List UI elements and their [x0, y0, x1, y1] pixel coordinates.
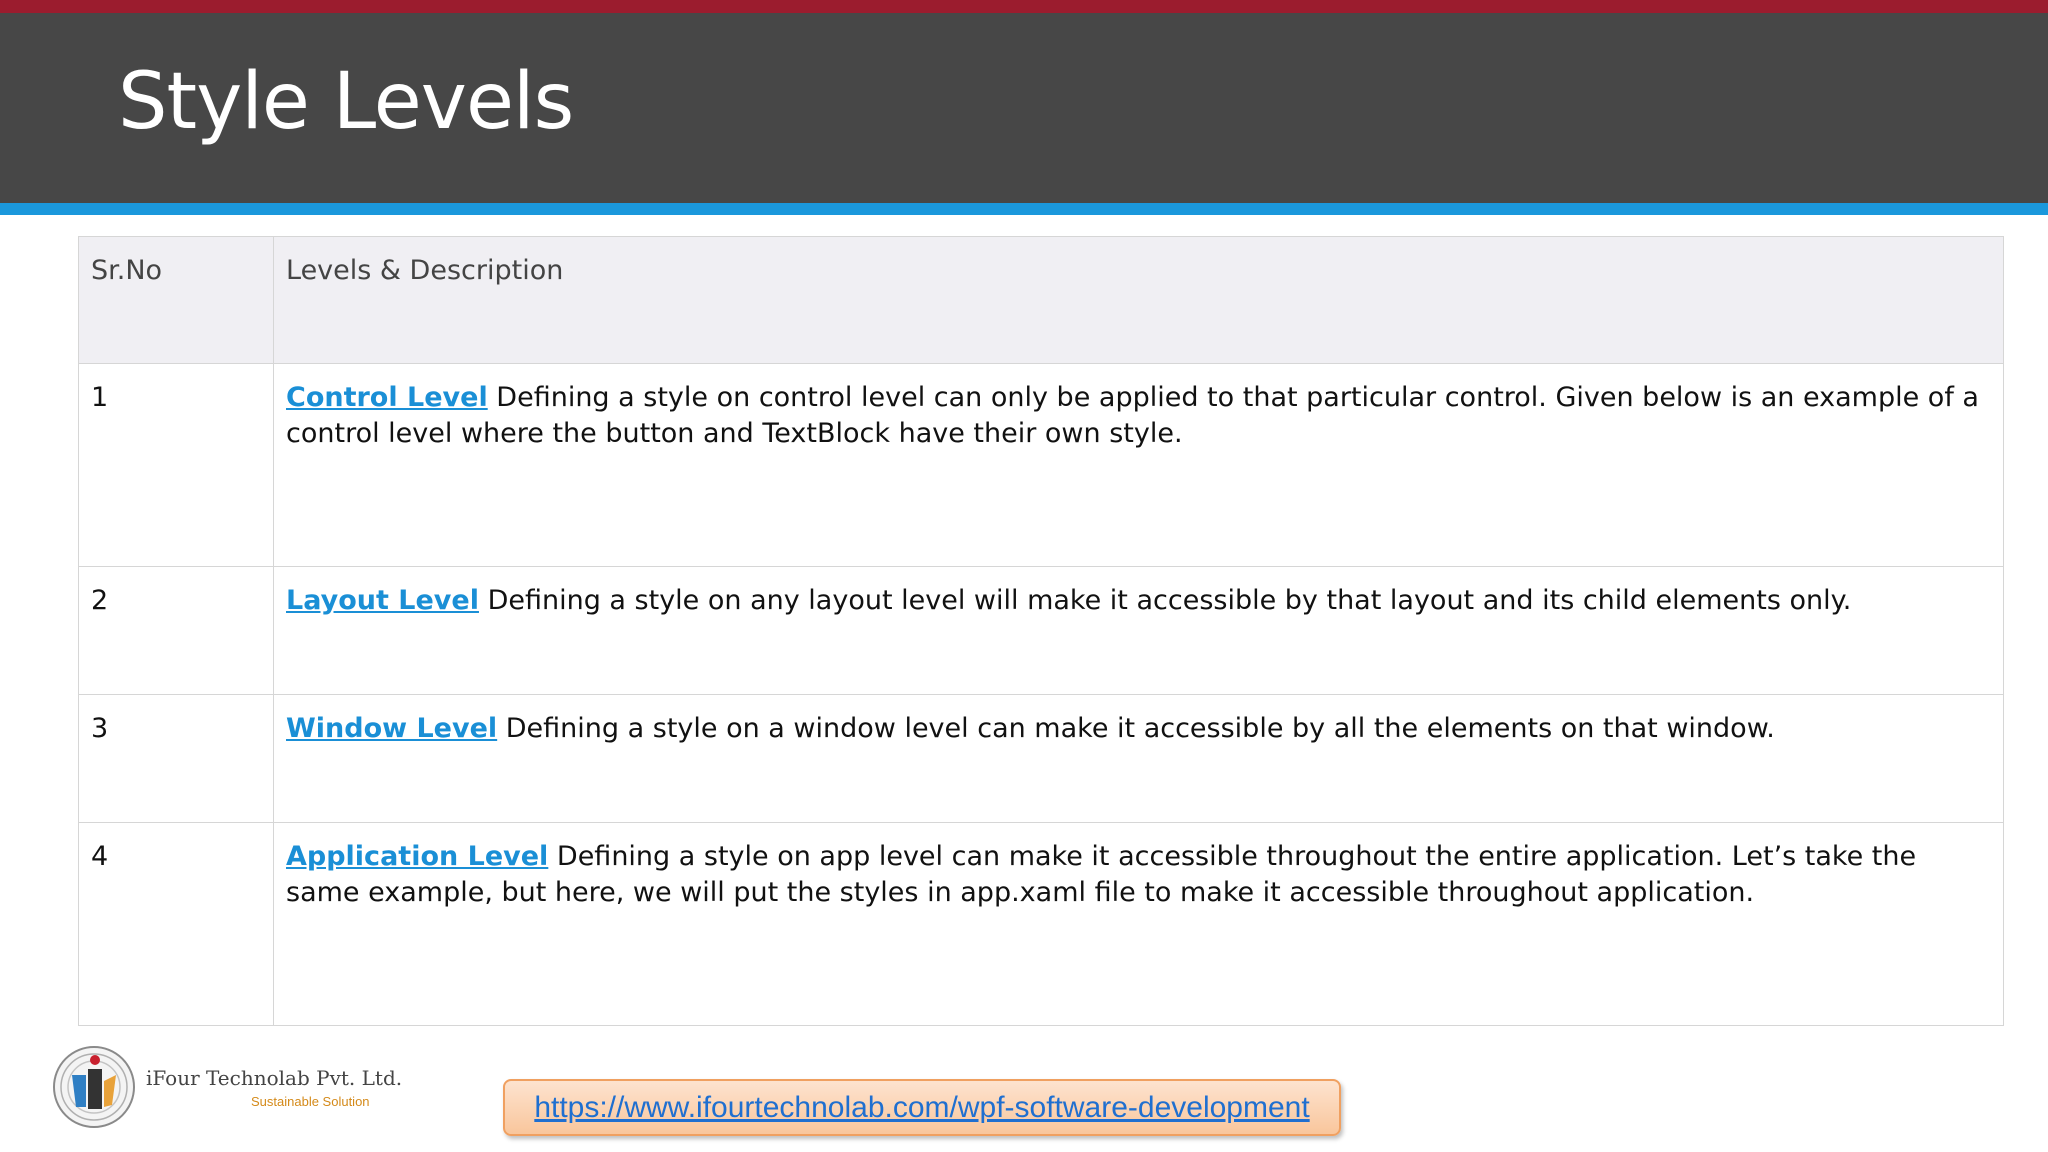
table-row — [79, 364, 2004, 567]
row-number: 1 — [79, 364, 274, 567]
company-tagline: Sustainable Solution — [251, 1094, 370, 1109]
row-description: Defining a style on app level can make it accessible throughout the entire application. Let’s take the same example, but here, we will put the styles in app.xaml file to make it accessible throughout application. — [286, 841, 1917, 908]
row-number: 4 — [79, 823, 274, 1026]
control-level-link[interactable]: Control Level — [286, 382, 488, 413]
row-number: 3 — [79, 695, 274, 823]
table-header-row — [79, 237, 2004, 364]
header-sr-no: Sr.No — [79, 237, 274, 364]
header-levels-description: Levels & Description — [274, 237, 2004, 364]
row-description-cell — [274, 823, 2004, 1026]
row-description-cell — [274, 567, 2004, 695]
row-description: Defining a style on a window level can make it accessible by all the elements on that window. — [505, 713, 1775, 744]
table-row — [79, 695, 2004, 823]
title-bar — [0, 13, 2048, 203]
layout-level-link[interactable]: Layout Level — [286, 585, 479, 616]
row-description: Defining a style on control level can only be applied to that particular control. Given below is an example of a control level where the button and TextBlock have their own style. — [286, 382, 1979, 449]
row-description-cell — [274, 364, 2004, 567]
row-number: 2 — [79, 567, 274, 695]
top-accent-bar — [0, 0, 2048, 13]
table-row — [79, 823, 2004, 1026]
url-banner — [503, 1079, 1341, 1136]
style-levels-table — [78, 236, 2004, 1026]
table-row — [79, 567, 2004, 695]
website-link[interactable]: https://www.ifourtechnolab.com/wpf-software-development — [534, 1090, 1310, 1124]
application-level-link[interactable]: Application Level — [286, 841, 549, 872]
slide-title: Style Levels — [118, 57, 574, 147]
row-description: Defining a style on any layout level will make it accessible by that layout and its child elements only. — [487, 585, 1852, 616]
window-level-link[interactable]: Window Level — [286, 713, 498, 744]
ifour-logo-icon — [52, 1045, 136, 1129]
row-description-cell — [274, 695, 2004, 823]
accent-divider — [0, 203, 2048, 215]
company-name: iFour Technolab Pvt. Ltd. — [146, 1066, 403, 1090]
